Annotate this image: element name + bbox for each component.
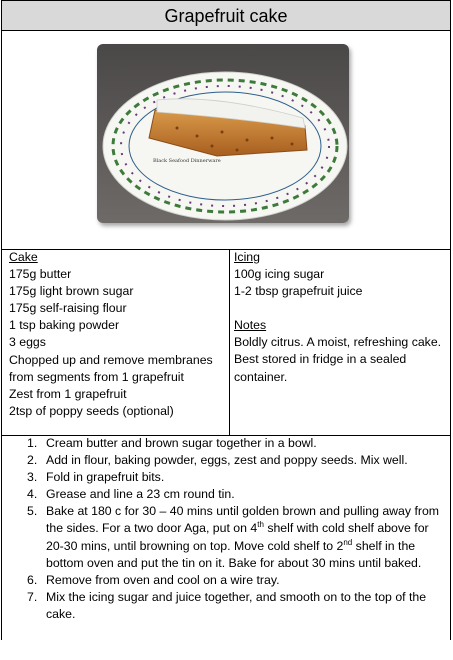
recipe-card <box>1 0 451 640</box>
step-text: Fold in grapefruit bits. <box>46 470 165 485</box>
steps-list <box>2 435 450 623</box>
cake-ingredients <box>9 249 227 420</box>
icing-item: 1-2 tbsp grapefruit juice <box>234 284 363 299</box>
step-text: Remove from oven and cool on a wire tray. <box>46 572 280 587</box>
step-number: 5. <box>27 504 38 519</box>
step-text: shelf with cold shelf above for 20-30 mins, until browning on top. Move cold shelf to 2 <box>46 521 429 553</box>
step-number: 1. <box>27 436 38 450</box>
method-step <box>2 469 450 486</box>
icing-item: 100g icing sugar <box>234 267 325 282</box>
step-text: shelf in the bottom oven and put the tin on it. Bake for about 30 mins until baked. <box>46 538 422 570</box>
method-step <box>2 589 450 623</box>
step-superscript: nd <box>343 537 353 547</box>
ingredient-item: 175g self-raising flour <box>9 301 127 316</box>
method-step <box>2 503 450 571</box>
method-steps <box>2 435 450 623</box>
step-text: Grease and line a 23 cm round tin. <box>46 487 235 502</box>
step-number: 6. <box>27 572 38 587</box>
ingredient-item: Chopped up and remove membranes from segments from 1 grapefruit <box>9 352 213 384</box>
ingredient-item: 2tsp of poppy seeds (optional) <box>9 403 174 418</box>
icing-heading: Icing <box>234 250 260 264</box>
step-text: Mix the icing sugar and juice together, and smooth on to the top of the cake. <box>46 589 427 621</box>
notes-heading: Notes <box>234 318 267 333</box>
step-text: Cream butter and brown sugar together in a bowl. <box>46 436 317 450</box>
cake-heading: Cake <box>9 250 38 264</box>
column-divider <box>229 249 230 435</box>
method-step <box>2 452 450 469</box>
ingredient-item: 175g butter <box>9 267 72 282</box>
recipe-title: Grapefruit cake <box>2 1 450 31</box>
ingredient-item: 1 tsp baking powder <box>9 318 120 333</box>
plate-backstamp: Black Seafood Dinnerware <box>153 158 221 164</box>
method-step <box>2 572 450 589</box>
ingredient-item: Zest from 1 grapefruit <box>9 386 127 401</box>
step-text: Add in flour, baking powder, eggs, zest and poppy seeds. Mix well. <box>46 453 408 468</box>
step-number: 2. <box>27 453 38 468</box>
step-number: 3. <box>27 470 38 485</box>
step-superscript: th <box>257 520 264 530</box>
spacer <box>234 300 446 317</box>
step-text: Bake at 180 c for 30 – 40 mins until golden brown and pulling away from the sides. For a two door Aga, put on 4 <box>46 504 440 536</box>
notes-text: Boldly citrus. A moist, refreshing cake. Best stored in fridge in a sealed container. <box>234 335 442 384</box>
cake-photo <box>97 44 349 223</box>
method-step <box>2 486 450 503</box>
ingredient-item: 3 eggs <box>9 335 46 350</box>
method-step <box>2 435 450 452</box>
icing-and-notes <box>234 249 446 386</box>
ingredient-item: 175g light brown sugar <box>9 284 134 299</box>
cake-photo-illustration <box>97 44 349 223</box>
step-number: 7. <box>27 589 38 604</box>
step-number: 4. <box>27 487 38 502</box>
